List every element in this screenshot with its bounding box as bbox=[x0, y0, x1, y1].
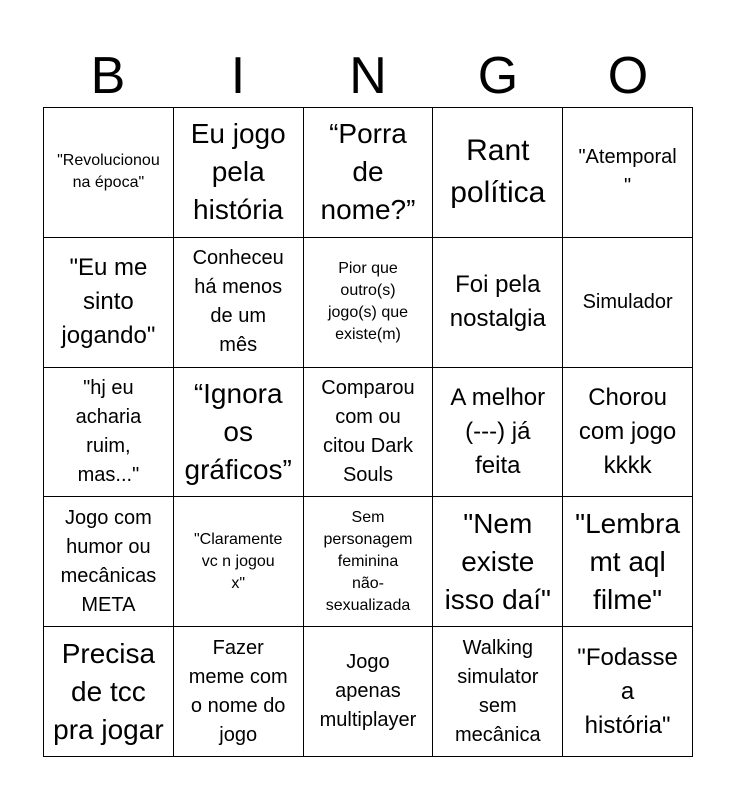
header-letter-b: B bbox=[90, 47, 126, 105]
bingo-cell[interactable] bbox=[174, 238, 304, 368]
cell-text: Pior que outro(s) jogo(s) que existe(m) bbox=[327, 260, 409, 344]
bingo-cell[interactable] bbox=[563, 238, 693, 368]
cell-text: Foi pela nostalgia bbox=[449, 271, 546, 333]
bingo-cell[interactable] bbox=[433, 368, 563, 498]
cell-text: Comparou com ou citou Dark Souls bbox=[321, 376, 415, 486]
bingo-cell[interactable] bbox=[174, 368, 304, 498]
bingo-cell[interactable] bbox=[44, 108, 174, 238]
cell-text: "hj eu acharia ruim, mas..." bbox=[75, 376, 142, 486]
bingo-cell[interactable] bbox=[304, 497, 434, 627]
bingo-cell[interactable] bbox=[304, 108, 434, 238]
bingo-cell[interactable] bbox=[44, 238, 174, 368]
bingo-cell[interactable] bbox=[44, 368, 174, 498]
header-letter-o: O bbox=[607, 47, 649, 105]
bingo-cell[interactable] bbox=[304, 627, 434, 757]
cell-text: Eu jogo pela história bbox=[190, 118, 286, 226]
cell-text: Jogo apenas multiplayer bbox=[319, 651, 417, 732]
cell-text: Chorou com jogo kkkk bbox=[578, 383, 677, 479]
bingo-cell[interactable] bbox=[563, 108, 693, 238]
cell-text: "Lembra mt aql filme" bbox=[575, 507, 681, 615]
bingo-cell[interactable] bbox=[563, 497, 693, 627]
header-letter-i: I bbox=[230, 47, 246, 105]
bingo-card-grid bbox=[43, 107, 693, 757]
bingo-cell[interactable] bbox=[174, 108, 304, 238]
cell-text: "Eu me sinto jogando" bbox=[61, 254, 156, 350]
bingo-cell[interactable] bbox=[174, 627, 304, 757]
cell-text: “Ignora os gráficos” bbox=[184, 377, 292, 485]
cell-text: "Claramente vc n jogou x" bbox=[194, 530, 283, 592]
bingo-cell[interactable] bbox=[44, 497, 174, 627]
header-letter-g: G bbox=[477, 47, 519, 105]
cell-text: Fazer meme com o nome do jogo bbox=[188, 636, 288, 746]
bingo-cell[interactable] bbox=[433, 497, 563, 627]
cell-text: Sem personagem feminina não- sexualizada bbox=[323, 508, 413, 614]
cell-text: “Porra de nome?” bbox=[320, 118, 416, 226]
cell-text: Conheceu há menos de um mês bbox=[192, 247, 284, 357]
bingo-cell[interactable] bbox=[174, 497, 304, 627]
bingo-cell[interactable] bbox=[563, 627, 693, 757]
cell-text: "Nem existe isso daí" bbox=[444, 507, 551, 615]
bingo-cell[interactable] bbox=[433, 108, 563, 238]
cell-text: "Fodasse a história" bbox=[577, 643, 678, 739]
bingo-header bbox=[43, 44, 693, 108]
cell-text: A melhor (---) já feita bbox=[450, 383, 546, 479]
cell-text: "Atemporal " bbox=[578, 146, 677, 198]
bingo-cell[interactable] bbox=[433, 238, 563, 368]
bingo-cell[interactable] bbox=[563, 368, 693, 498]
bingo-cell[interactable] bbox=[304, 368, 434, 498]
bingo-cell[interactable] bbox=[304, 238, 434, 368]
bingo-cell[interactable] bbox=[44, 627, 174, 757]
cell-text: Precisa de tcc pra jogar bbox=[53, 637, 164, 745]
cell-text: "Revolucionou na época" bbox=[57, 152, 160, 192]
header-letter-n: N bbox=[349, 47, 387, 105]
cell-text: Walking simulator sem mecânica bbox=[454, 636, 541, 746]
cell-text: Simulador bbox=[582, 290, 673, 313]
cell-text: Rant política bbox=[450, 134, 546, 210]
cell-text: Jogo com humor ou mecânicas META bbox=[60, 506, 157, 616]
bingo-cell[interactable] bbox=[433, 627, 563, 757]
